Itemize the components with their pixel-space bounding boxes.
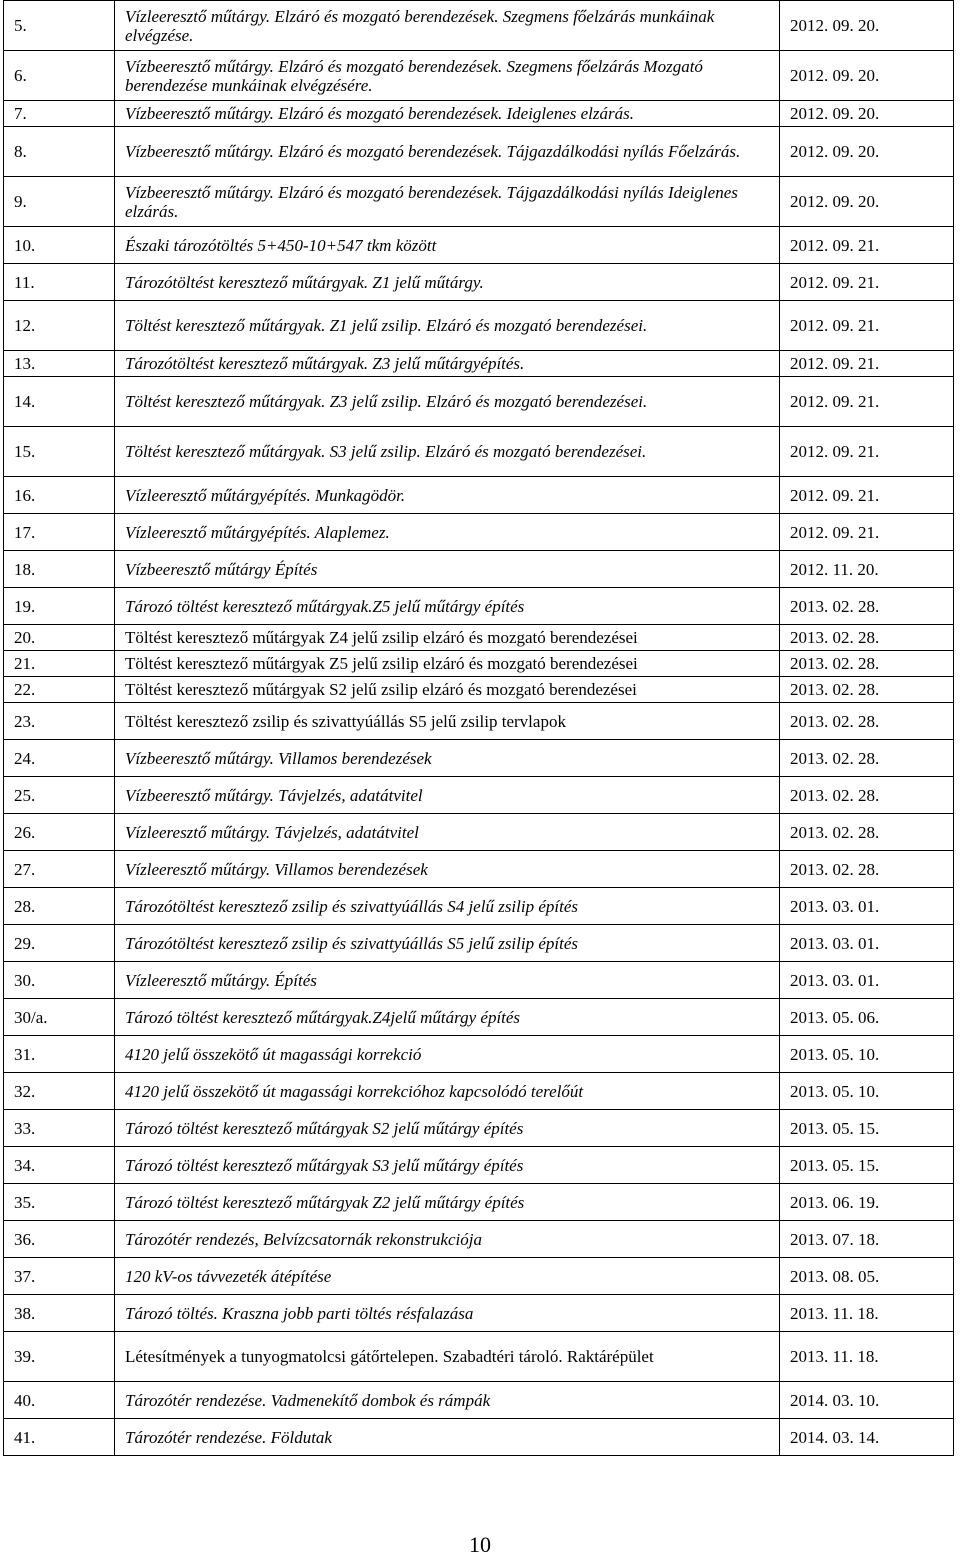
row-description: Vízleeresztő műtárgy. Távjelzés, adatátvitel (115, 814, 780, 851)
row-date: 2013. 05. 15. (780, 1110, 954, 1147)
row-number: 15. (4, 427, 115, 477)
row-number: 25. (4, 777, 115, 814)
row-description: Tározótér rendezés, Belvízcsatornák rekonstrukciója (115, 1221, 780, 1258)
row-date: 2013. 02. 28. (780, 740, 954, 777)
row-date: 2012. 09. 21. (780, 477, 954, 514)
row-date: 2012. 09. 20. (780, 127, 954, 177)
row-number: 21. (4, 651, 115, 677)
table-row (4, 351, 954, 377)
row-description: Tározótöltést keresztező műtárgyak. Z1 jelű műtárgy. (115, 264, 780, 301)
row-date: 2013. 02. 28. (780, 777, 954, 814)
row-number: 39. (4, 1332, 115, 1382)
row-date: 2013. 03. 01. (780, 925, 954, 962)
row-date: 2013. 02. 28. (780, 625, 954, 651)
row-description: Tározó töltést keresztező műtárgyak Z2 jelű műtárgy építés (115, 1184, 780, 1221)
row-date: 2013. 06. 19. (780, 1184, 954, 1221)
row-number: 27. (4, 851, 115, 888)
row-number: 8. (4, 127, 115, 177)
row-number: 24. (4, 740, 115, 777)
table-row (4, 514, 954, 551)
row-description: Tározótér rendezése. Vadmenekítő dombok és rámpák (115, 1382, 780, 1419)
row-date: 2013. 05. 10. (780, 1036, 954, 1073)
row-description: Töltést keresztező műtárgyak. S3 jelű zsilip. Elzáró és mozgató berendezései. (115, 427, 780, 477)
row-number: 26. (4, 814, 115, 851)
table-row (4, 127, 954, 177)
row-date: 2013. 02. 28. (780, 651, 954, 677)
row-date: 2012. 09. 21. (780, 427, 954, 477)
document-table (3, 0, 954, 1456)
table-row (4, 477, 954, 514)
row-number: 35. (4, 1184, 115, 1221)
row-date: 2013. 02. 28. (780, 588, 954, 625)
row-number: 40. (4, 1382, 115, 1419)
row-number: 18. (4, 551, 115, 588)
row-number: 38. (4, 1295, 115, 1332)
row-date: 2012. 09. 20. (780, 51, 954, 101)
row-description: Vízleeresztő műtárgy. Villamos berendezések (115, 851, 780, 888)
row-number: 33. (4, 1110, 115, 1147)
row-number: 19. (4, 588, 115, 625)
row-description: Vízleeresztő műtárgy. Elzáró és mozgató berendezések. Szegmens főelzárás munkáinak elvégzése. (115, 1, 780, 51)
row-description: Északi tározótöltés 5+450-10+547 tkm között (115, 227, 780, 264)
row-description: Vízbeeresztő műtárgy. Elzáró és mozgató berendezések. Ideiglenes elzárás. (115, 101, 780, 127)
row-date: 2013. 02. 28. (780, 814, 954, 851)
row-description: Vízleeresztő műtárgyépítés. Munkagödör. (115, 477, 780, 514)
row-description: Tározótöltést keresztező zsilip és szivattyúállás S5 jelű zsilip építés (115, 925, 780, 962)
row-description: Vízbeeresztő műtárgy. Elzáró és mozgató berendezések. Tájgazdálkodási nyílás Ideiglenes elzárás. (115, 177, 780, 227)
row-number: 11. (4, 264, 115, 301)
row-description: Tározó töltést keresztező műtárgyak.Z5 jelű műtárgy építés (115, 588, 780, 625)
table-row (4, 51, 954, 101)
table-row (4, 1147, 954, 1184)
row-number: 34. (4, 1147, 115, 1184)
table-row (4, 1221, 954, 1258)
table-row (4, 1036, 954, 1073)
row-date: 2013. 11. 18. (780, 1295, 954, 1332)
row-description: Tározótöltést keresztező műtárgyak. Z3 jelű műtárgyépítés. (115, 351, 780, 377)
row-number: 7. (4, 101, 115, 127)
row-date: 2013. 03. 01. (780, 888, 954, 925)
page-number: 10 (469, 1532, 491, 1557)
row-date: 2013. 05. 10. (780, 1073, 954, 1110)
table-row (4, 999, 954, 1036)
row-number: 36. (4, 1221, 115, 1258)
row-description: Töltést keresztező műtárgyak Z4 jelű zsilip elzáró és mozgató berendezései (115, 625, 780, 651)
row-date: 2012. 09. 21. (780, 377, 954, 427)
row-date: 2012. 09. 20. (780, 177, 954, 227)
row-description: Vízbeeresztő műtárgy. Távjelzés, adatátvitel (115, 777, 780, 814)
row-number: 37. (4, 1258, 115, 1295)
row-number: 30. (4, 962, 115, 999)
row-number: 20. (4, 625, 115, 651)
row-description: Tározó töltés. Kraszna jobb parti töltés résfalazása (115, 1295, 780, 1332)
table-row (4, 551, 954, 588)
table-row (4, 227, 954, 264)
row-date: 2013. 02. 28. (780, 703, 954, 740)
row-description: Tározótöltést keresztező zsilip és szivattyúállás S4 jelű zsilip építés (115, 888, 780, 925)
table-row (4, 1, 954, 51)
row-date: 2012. 09. 20. (780, 1, 954, 51)
row-description: Töltést keresztező műtárgyak S2 jelű zsilip elzáró és mozgató berendezései (115, 677, 780, 703)
row-description: Vízbeeresztő műtárgy. Villamos berendezések (115, 740, 780, 777)
row-number: 14. (4, 377, 115, 427)
row-description: 4120 jelű összekötő út magassági korrekció (115, 1036, 780, 1073)
row-date: 2013. 08. 05. (780, 1258, 954, 1295)
row-date: 2012. 09. 21. (780, 264, 954, 301)
row-date: 2013. 05. 15. (780, 1147, 954, 1184)
table-row (4, 301, 954, 351)
table-row (4, 1110, 954, 1147)
row-description: Tározótér rendezése. Földutak (115, 1419, 780, 1456)
row-description: Vízleeresztő műtárgy. Építés (115, 962, 780, 999)
row-number: 5. (4, 1, 115, 51)
row-date: 2013. 07. 18. (780, 1221, 954, 1258)
row-date: 2012. 09. 20. (780, 101, 954, 127)
table-row (4, 1382, 954, 1419)
row-description: Létesítmények a tunyogmatolcsi gátőrtelepen. Szabadtéri tároló. Raktárépület (115, 1332, 780, 1382)
row-number: 6. (4, 51, 115, 101)
table-row (4, 377, 954, 427)
row-date: 2013. 02. 28. (780, 677, 954, 703)
row-number: 16. (4, 477, 115, 514)
table-row (4, 677, 954, 703)
row-description: Töltést keresztező zsilip és szivattyúállás S5 jelű zsilip tervlapok (115, 703, 780, 740)
row-description: 4120 jelű összekötő út magassági korrekcióhoz kapcsolódó terelőút (115, 1073, 780, 1110)
row-number: 23. (4, 703, 115, 740)
row-date: 2014. 03. 14. (780, 1419, 954, 1456)
row-date: 2012. 09. 21. (780, 514, 954, 551)
row-number: 31. (4, 1036, 115, 1073)
row-description: 120 kV-os távvezeték átépítése (115, 1258, 780, 1295)
row-description: Tározó töltést keresztező műtárgyak S3 jelű műtárgy építés (115, 1147, 780, 1184)
row-number: 9. (4, 177, 115, 227)
table-row (4, 625, 954, 651)
table-row (4, 177, 954, 227)
table-row (4, 588, 954, 625)
table-row (4, 777, 954, 814)
table-row (4, 1295, 954, 1332)
table-row (4, 1419, 954, 1456)
row-number: 30/a. (4, 999, 115, 1036)
row-description: Vízbeeresztő műtárgy. Elzáró és mozgató berendezések. Tájgazdálkodási nyílás Főelzárás. (115, 127, 780, 177)
table-row (4, 427, 954, 477)
row-number: 28. (4, 888, 115, 925)
row-date: 2013. 05. 06. (780, 999, 954, 1036)
row-number: 22. (4, 677, 115, 703)
row-description: Vízbeeresztő műtárgy. Elzáró és mozgató berendezések. Szegmens főelzárás Mozgató berendezése munkáinak elvégzésére. (115, 51, 780, 101)
table-row (4, 888, 954, 925)
row-number: 10. (4, 227, 115, 264)
row-date: 2012. 09. 21. (780, 227, 954, 264)
table-row (4, 1258, 954, 1295)
row-number: 12. (4, 301, 115, 351)
row-description: Vízbeeresztő műtárgy Építés (115, 551, 780, 588)
table-row (4, 925, 954, 962)
row-number: 41. (4, 1419, 115, 1456)
row-number: 29. (4, 925, 115, 962)
row-date: 2013. 03. 01. (780, 962, 954, 999)
table-row (4, 264, 954, 301)
row-description: Vízleeresztő műtárgyépítés. Alaplemez. (115, 514, 780, 551)
table-row (4, 703, 954, 740)
row-date: 2013. 11. 18. (780, 1332, 954, 1382)
row-date: 2012. 11. 20. (780, 551, 954, 588)
row-date: 2014. 03. 10. (780, 1382, 954, 1419)
table-body (4, 1, 954, 1456)
row-description: Töltést keresztező műtárgyak. Z3 jelű zsilip. Elzáró és mozgató berendezései. (115, 377, 780, 427)
row-date: 2012. 09. 21. (780, 301, 954, 351)
row-number: 32. (4, 1073, 115, 1110)
row-description: Töltést keresztező műtárgyak. Z1 jelű zsilip. Elzáró és mozgató berendezései. (115, 301, 780, 351)
table-row (4, 851, 954, 888)
row-number: 13. (4, 351, 115, 377)
table-row (4, 814, 954, 851)
table-row (4, 1073, 954, 1110)
table-row (4, 740, 954, 777)
row-description: Tározó töltést keresztező műtárgyak S2 jelű műtárgy építés (115, 1110, 780, 1147)
table-row (4, 651, 954, 677)
row-date: 2013. 02. 28. (780, 851, 954, 888)
row-date: 2012. 09. 21. (780, 351, 954, 377)
row-description: Tározó töltést keresztező műtárgyak.Z4jelű műtárgy építés (115, 999, 780, 1036)
table-row (4, 962, 954, 999)
row-description: Töltést keresztező műtárgyak Z5 jelű zsilip elzáró és mozgató berendezései (115, 651, 780, 677)
table-row (4, 101, 954, 127)
table-row (4, 1184, 954, 1221)
table-row (4, 1332, 954, 1382)
row-number: 17. (4, 514, 115, 551)
